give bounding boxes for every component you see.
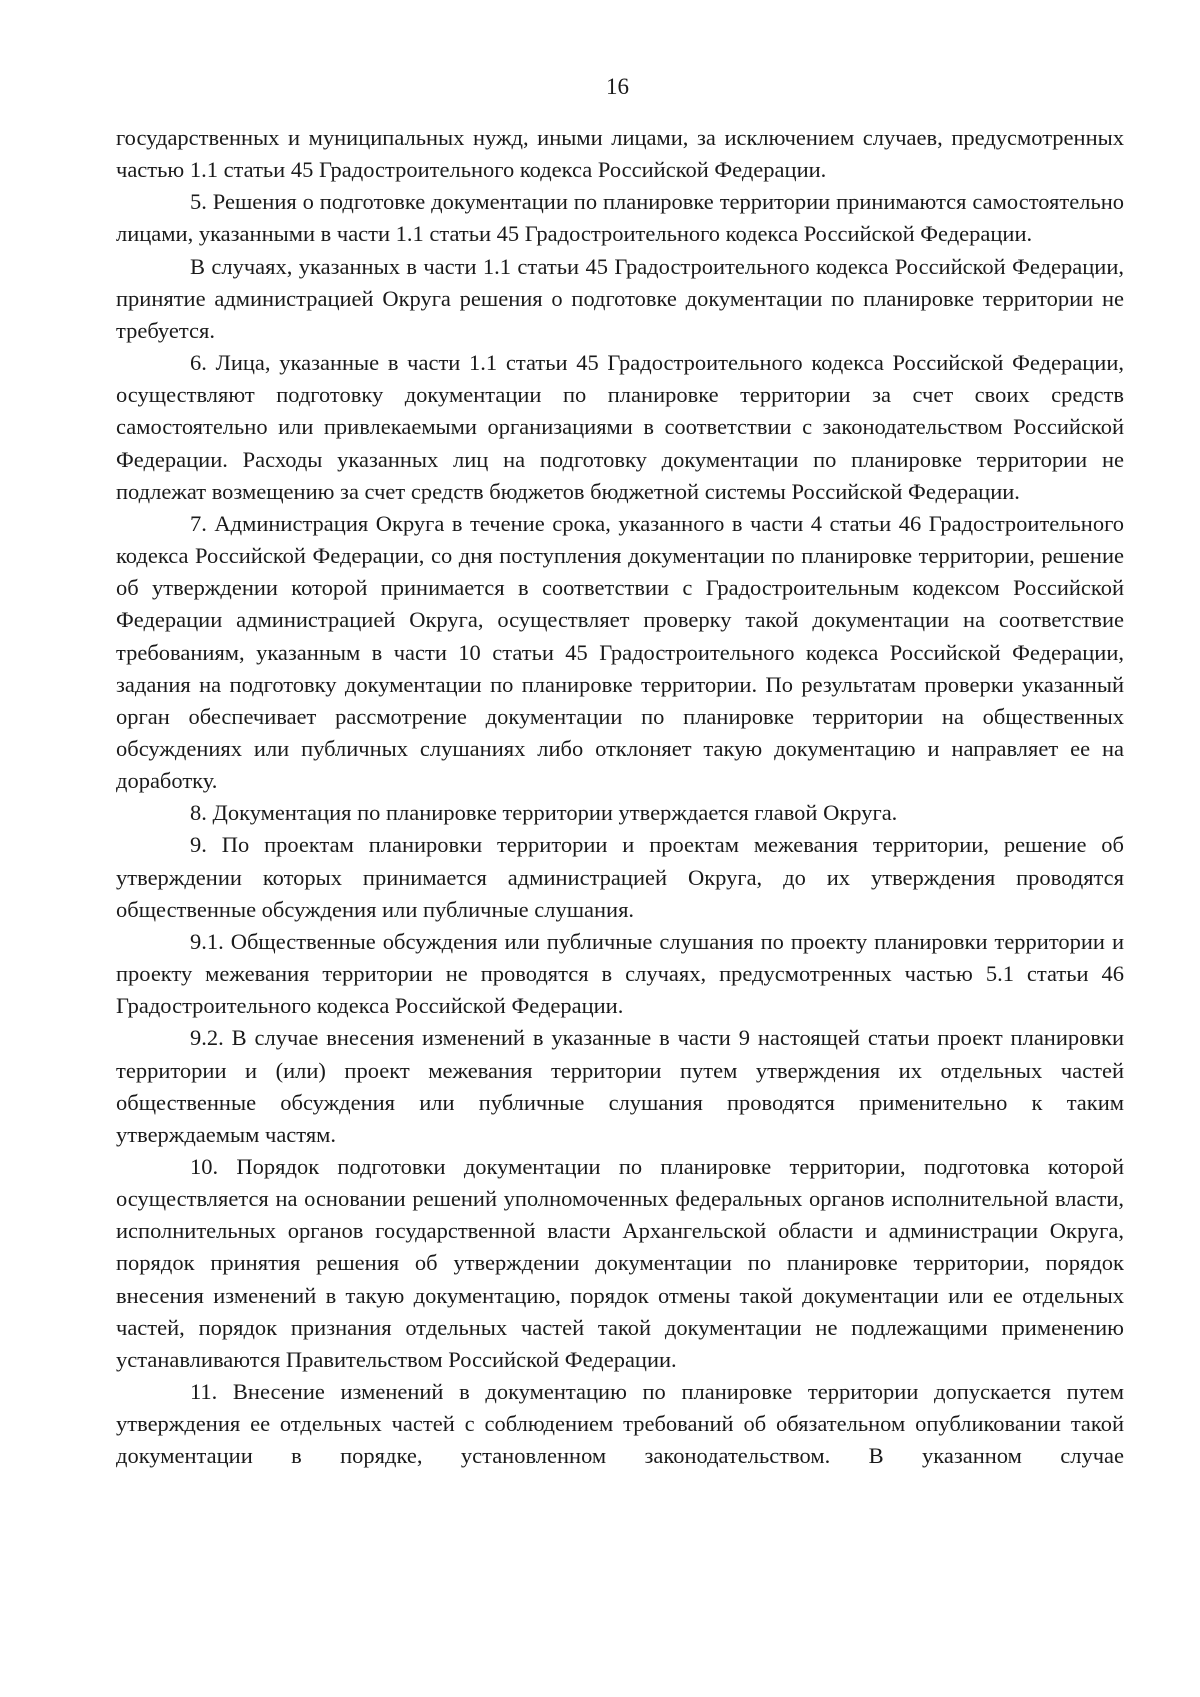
paragraph-item-5: 5. Решения о подготовке документации по планировке территории принимаются самостоятельно лицами, указанными в части 1.1 статьи 45 Градостроительного кодекса Российской Федерации. — [116, 189, 1124, 247]
paragraph-item-9: 9. По проектам планировки территории и проектам межевания территории, решение об утверждении которых принимается администрацией Округа, до их утверждения проводятся общественные обсуждения или публичные слушания. — [116, 832, 1124, 922]
paragraph-item-9-2: 9.2. В случае внесения изменений в указанные в части 9 настоящей статьи проект планировки территории и (или) проект межевания территории путем утверждения их отдельных частей общественные обсуждения или публичные слушания проводятся применительно к таким утверждаемым частям. — [116, 1025, 1124, 1147]
paragraph-item-6: 6. Лица, указанные в части 1.1 статьи 45 Градостроительного кодекса Российской Федерации, осуществляют подготовку документации по планировке территории за счет своих средств самостоятельно или привлекаемыми организациями в соответствии с законодательством Российской Федерации. Расходы указанных лиц на подготовку документации по планировке территории не подлежат возмещению за счет средств бюджетов бюджетной системы Российской Федерации. — [116, 350, 1124, 504]
paragraph-continuation: государственных и муниципальных нужд, иными лицами, за исключением случаев, предусмотренных частью 1.1 статьи 45 Градостроительного кодекса Российской Федерации. — [116, 125, 1124, 183]
paragraph-item-5-note: В случаях, указанных в части 1.1 статьи 45 Градостроительного кодекса Российской Федерации, принятие администрацией Округа решения о подготовке документации по планировке территории не требуется. — [116, 253, 1124, 343]
page-number: 16 — [606, 74, 629, 99]
paragraph-item-8: 8. Документация по планировке территории утверждается главой Округа. — [190, 800, 898, 826]
paragraph-item-9-1: 9.1. Общественные обсуждения или публичные слушания по проекту планировки территории и проекту межевания территории не проводятся в случаях, предусмотренных частью 5.1 статьи 46 Градостроительного кодекса Российской Федерации. — [116, 928, 1124, 1019]
paragraph-item-11: 11. Внесение изменений в документацию по планировке территории допускается путем утверждения ее отдельных частей с соблюдением требований об обязательном опубликовании такой документации в порядке, установленном законодательством. В указанном случае — [116, 1379, 1124, 1469]
paragraph-item-7: 7. Администрация Округа в течение срока, указанного в части 4 статьи 46 Градостроительного кодекса Российской Федерации, со дня поступления документации по планировке территории, решение об утверждении которой принимается в соответствии с Градостроительным кодексом Российской Федерации администрацией Округа, осуществляет проверку такой документации на соответствие требованиям, указанным в части 10 статьи 45 Градостроительного кодекса Российской Федерации, задания на подготовку документации по планировке территории. По результатам проверки указанный орган обеспечивает рассмотрение документации по планировке территории на общественных обсуждениях или публичных слушаниях либо отклоняет такую документацию и направляет ее на доработку. — [116, 510, 1124, 794]
paragraph-item-10: 10. Порядок подготовки документации по планировке территории, подготовка которой осуществляется на основании решений уполномоченных федеральных органов исполнительной власти, исполнительных органов государственной власти Архангельской области и администрации Округа, порядок принятия решения об утверждении документации по планировке территории, порядок внесения изменений в такую документацию, порядок отмены такой документации или ее отдельных частей, порядок признания отдельных частей такой документации не подлежащими применению устанавливаются Правительством Российской Федерации. — [116, 1154, 1124, 1372]
document-body — [116, 122, 1124, 1473]
